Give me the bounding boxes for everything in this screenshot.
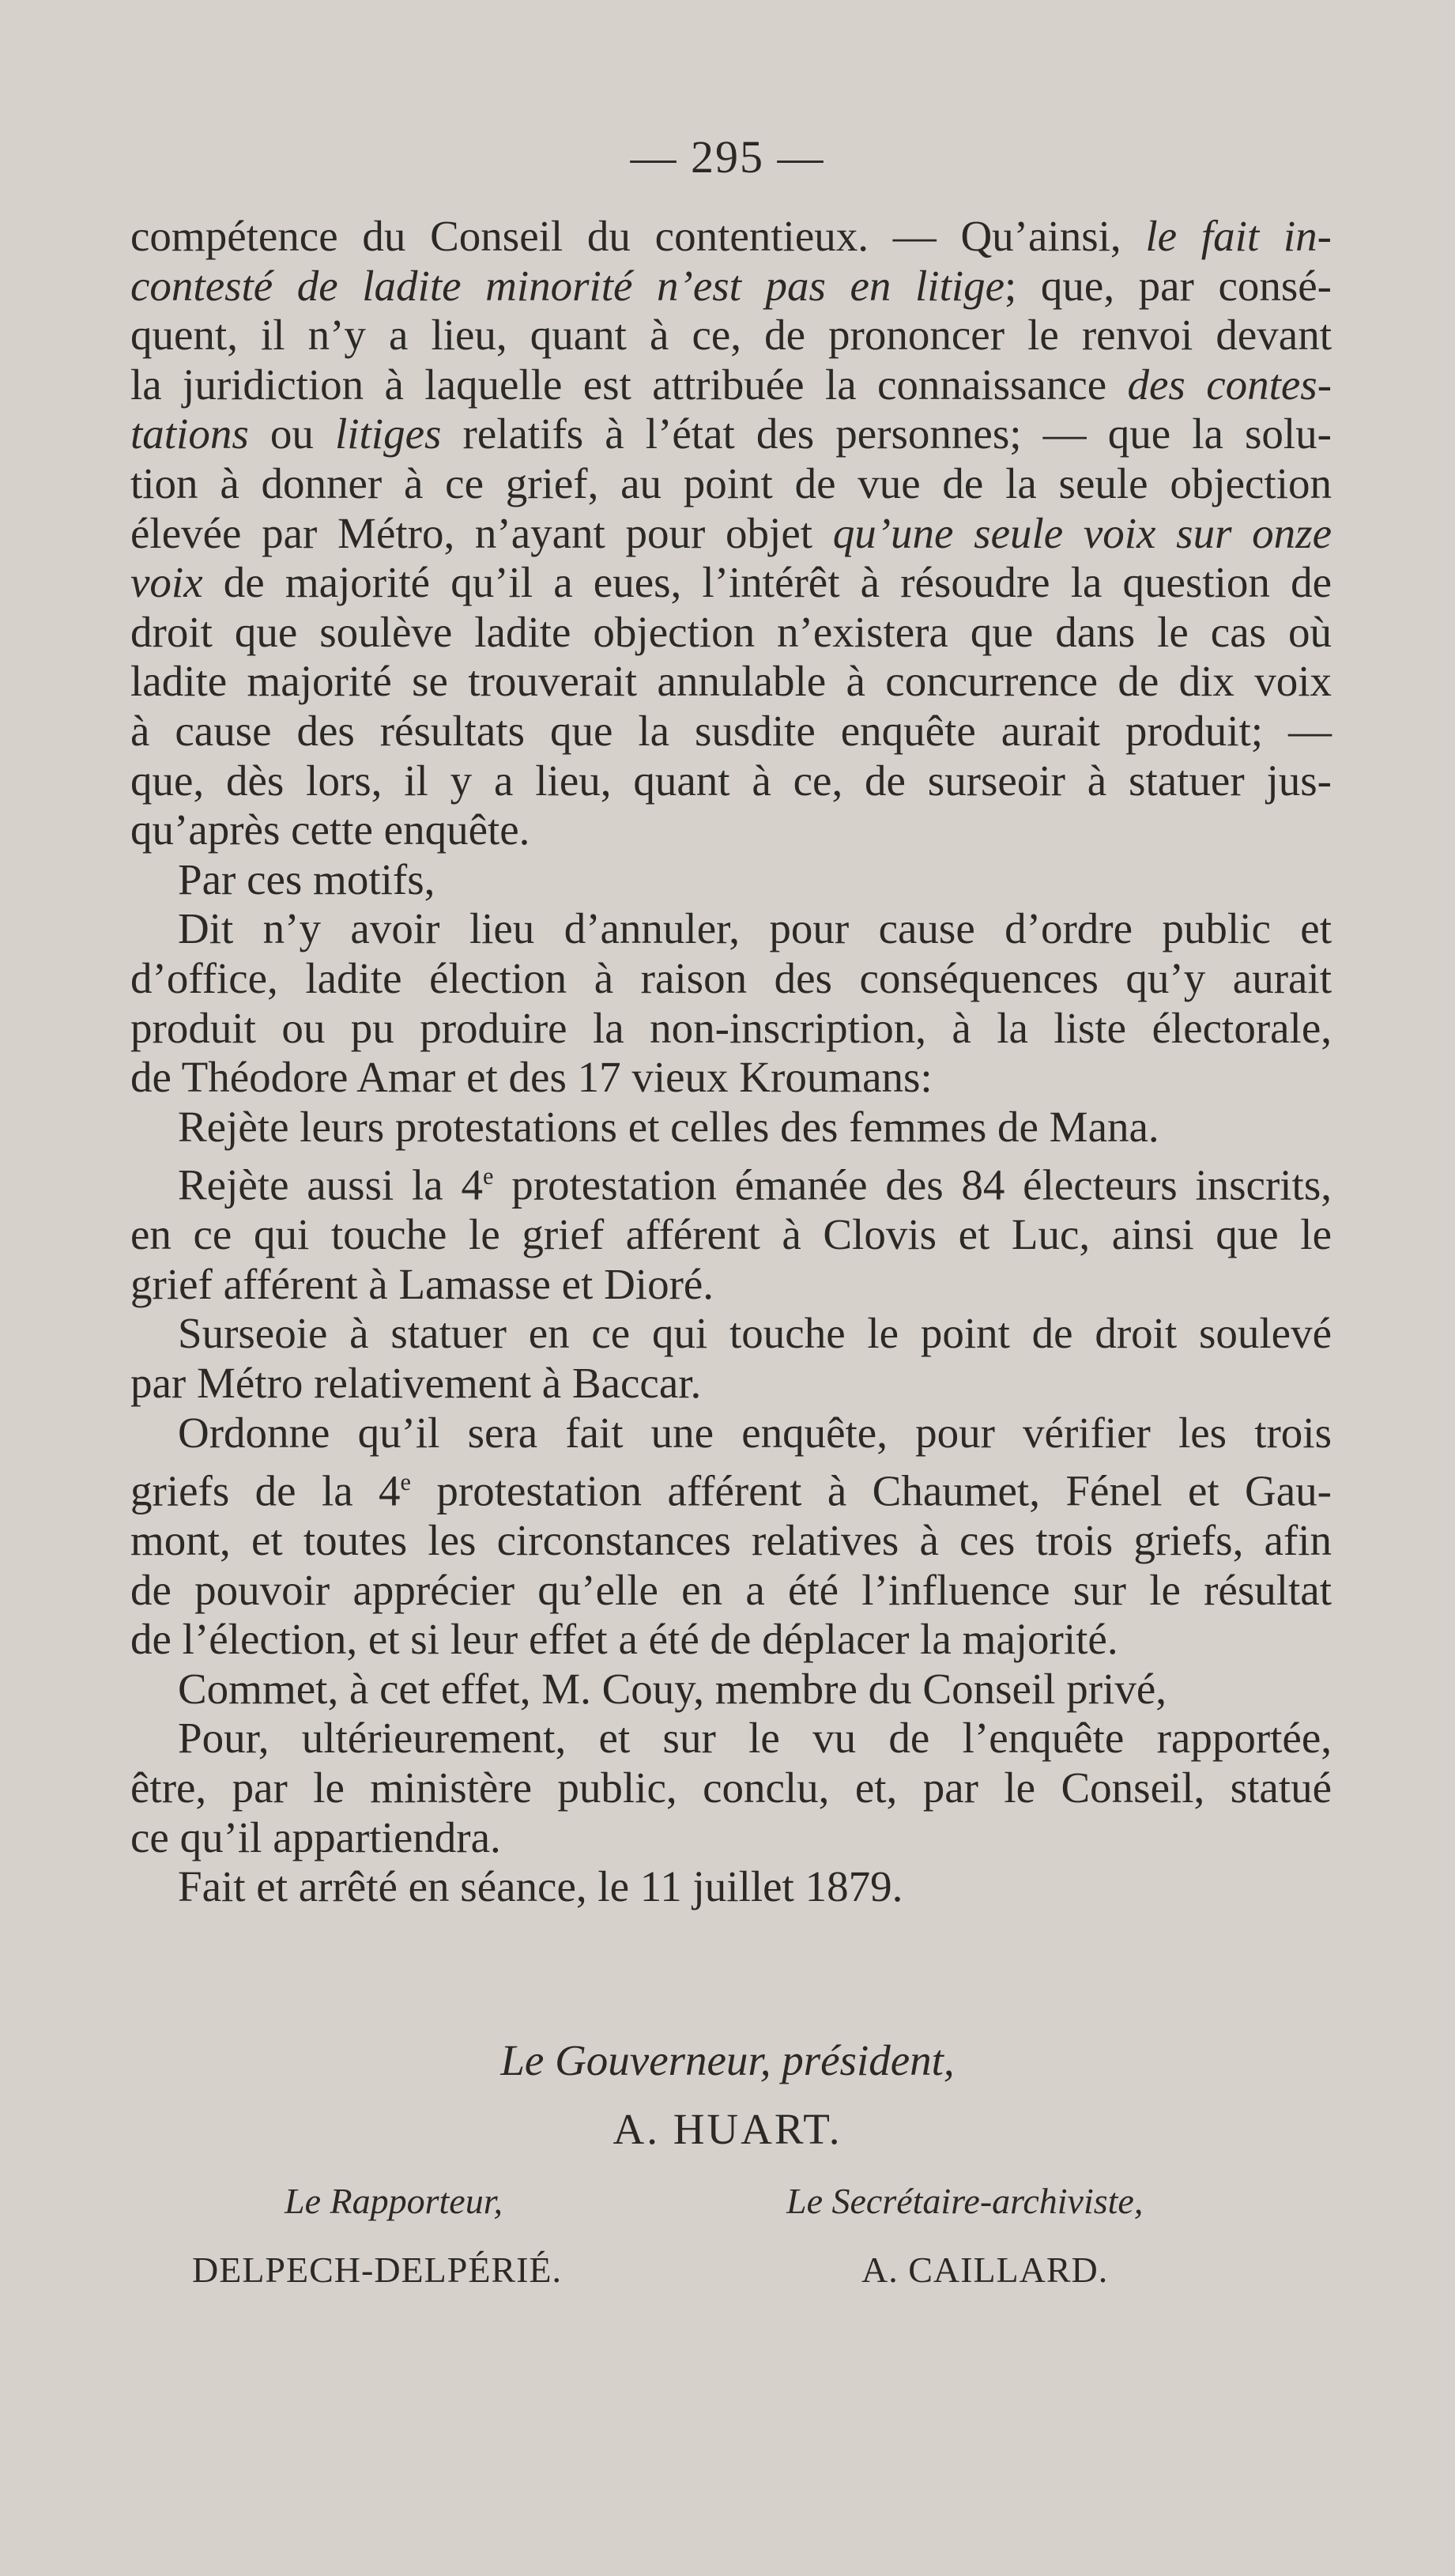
text-line: Dit n’y avoir lieu d’annuler, pour cause d’ordre public et bbox=[178, 904, 1332, 953]
text-line: la juridiction à laquelle est attribuée la connaissance des contes- bbox=[130, 360, 1332, 409]
text-line: tion à donner à ce grief, au point de vue de la seule objection bbox=[130, 458, 1332, 507]
text-line: contesté de ladite minorité n’est pas en litige; que, par consé- bbox=[130, 261, 1332, 310]
governor-title: Le Gouverneur, président, bbox=[500, 2036, 955, 2084]
text-line: de Théodore Amar et des 17 vieux Kroumans: bbox=[130, 1053, 933, 1102]
text-line: Ordonne qu’il sera fait une enquête, pour vérifier les trois bbox=[178, 1408, 1332, 1457]
text-line: Rejète aussi la 4e protestation émanée des 84 électeurs inscrits, bbox=[178, 1160, 1332, 1209]
text-line: d’office, ladite élection à raison des conséquences qu’y aurait bbox=[130, 953, 1332, 1002]
text-line: Surseoie à statuer en ce qui touche le point de droit soulevé bbox=[178, 1309, 1332, 1358]
text-line: quent, il n’y a lieu, quant à ce, de prononcer le renvoi devant bbox=[130, 311, 1332, 360]
rapporteur-title: Le Rapporteur, bbox=[285, 2181, 503, 2221]
text-line: Rejète leurs protestations et celles des femmes de Mana. bbox=[178, 1102, 1159, 1151]
text-line: voix de majorité qu’il a eues, l’intérêt à résoudre la question de bbox=[130, 558, 1332, 607]
text-line: mont, et toutes les circonstances relatives à ces trois griefs, afin bbox=[130, 1516, 1332, 1565]
text-line: tations ou litiges relatifs à l’état des personnes; — que la solu- bbox=[130, 409, 1332, 458]
text-line: ladite majorité se trouverait annulable à concurrence de dix voix bbox=[130, 657, 1332, 706]
text-line: Par ces motifs, bbox=[178, 854, 435, 903]
text-line: qu’après cette enquête. bbox=[130, 805, 530, 854]
text-line: que, dès lors, il y a lieu, quant à ce, de surseoir à statuer jus- bbox=[130, 756, 1332, 805]
text-line: droit que soulève ladite objection n’existera que dans le cas où bbox=[130, 607, 1332, 656]
text-line: Pour, ultérieurement, et sur le vu de l’enquête rapportée, bbox=[178, 1714, 1332, 1763]
rapporteur-name: DELPECH-DELPÉRIÉ. bbox=[192, 2250, 563, 2290]
text-line: en ce qui touche le grief afférent à Clovis et Luc, ainsi que le bbox=[130, 1210, 1332, 1259]
text-line: à cause des résultats que la susdite enquête aurait produit; — bbox=[130, 706, 1332, 755]
text-line: grief afférent à Lamasse et Dioré. bbox=[130, 1259, 714, 1308]
text-line: Commet, à cet effet, M. Couy, membre du Conseil privé, bbox=[178, 1664, 1167, 1713]
text-line: élevée par Métro, n’ayant pour objet qu’une seule voix sur onze bbox=[130, 508, 1332, 557]
text-line: griefs de la 4e protestation afférent à Chaumet, Fénel et Gau- bbox=[130, 1466, 1332, 1515]
governor-name: A. HUART. bbox=[613, 2105, 842, 2153]
text-line: produit ou pu produire la non-inscription, à la liste électorale, bbox=[130, 1003, 1332, 1052]
text-line: Fait et arrêté en séance, le 11 juillet 1879. bbox=[178, 1862, 903, 1911]
text-line: ce qu’il appartiendra. bbox=[130, 1812, 501, 1861]
text-line: par Métro relativement à Baccar. bbox=[130, 1358, 702, 1407]
text-line: de l’élection, et si leur effet a été de déplacer la majorité. bbox=[130, 1615, 1118, 1664]
text-line: compétence du Conseil du contentieux. — Qu’ainsi, le fait in- bbox=[130, 212, 1332, 260]
text-line: être, par le ministère public, conclu, et, par le Conseil, statué bbox=[130, 1763, 1332, 1812]
secretaire-title: Le Secrétaire-archiviste, bbox=[786, 2181, 1144, 2221]
secretaire-name: A. CAILLARD. bbox=[861, 2250, 1109, 2290]
page-number: — 295 — bbox=[630, 131, 825, 183]
text-line: de pouvoir apprécier qu’elle en a été l’influence sur le résultat bbox=[130, 1565, 1332, 1614]
body-text bbox=[130, 212, 1332, 1912]
